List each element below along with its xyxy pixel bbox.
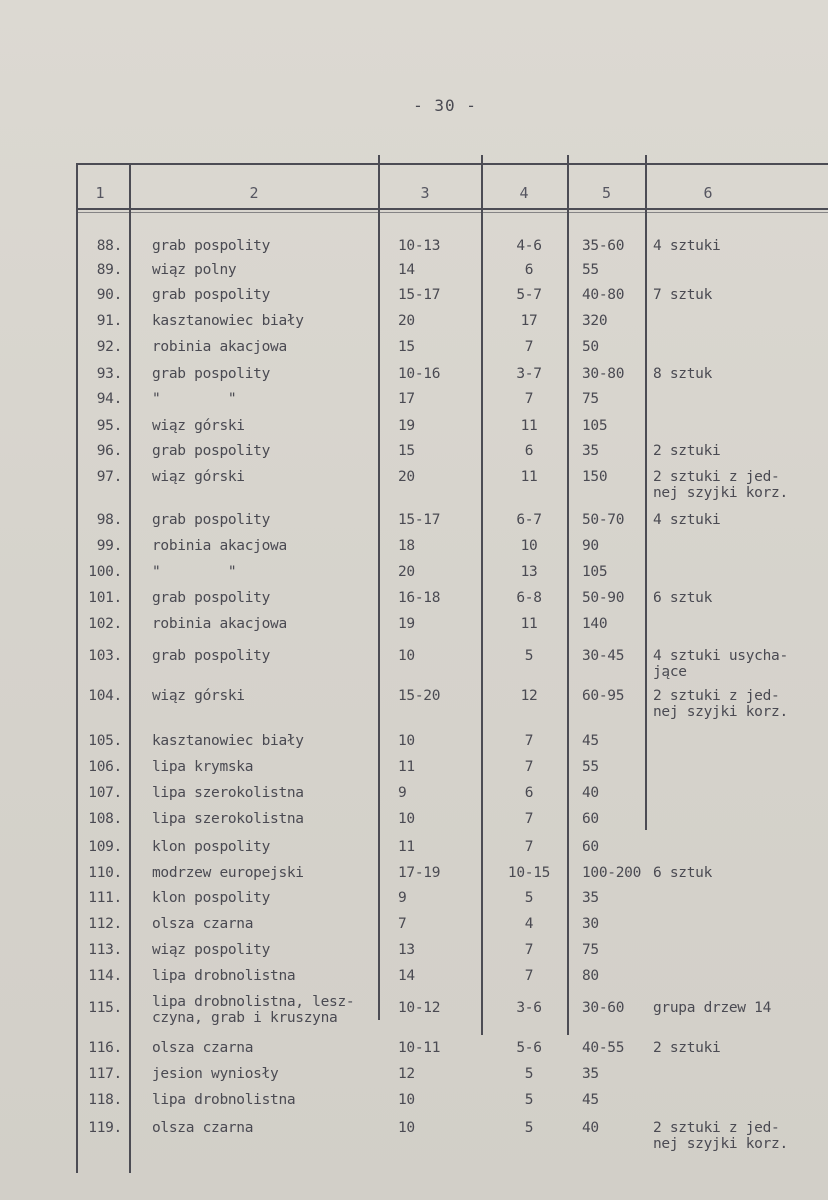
table-row [0,648,828,680]
col3-value: 10 [398,733,415,749]
col3-value: 7 [398,916,407,932]
tree-species: grab pospolity [152,238,271,254]
table-row [0,890,828,914]
table-row [0,262,828,286]
row-number: 93. [96,366,122,382]
row-number: 107. [88,785,122,801]
tree-species: modrzew europejski [152,865,304,881]
col4-value: 5 [524,890,534,906]
col3-value: 17-19 [398,865,441,881]
table-row [0,469,828,501]
col5-value: 140 [582,616,608,632]
tree-species: olsza czarna [152,1120,254,1136]
tree-species: lipa drobnolistna [152,1092,296,1108]
col3-value: 10-11 [398,1040,441,1056]
tree-species: grab pospolity [152,366,271,382]
table-row [0,916,828,940]
tree-species: " " [152,391,237,407]
tree-species: robinia akacjowa [152,616,287,632]
col4-value: 5-7 [516,287,542,303]
tree-species: grab pospolity [152,648,271,664]
row-number: 88. [96,238,122,254]
col3-value: 14 [398,968,415,984]
table-row [0,759,828,783]
col3-value: 11 [398,839,415,855]
col5-value: 80 [582,968,599,984]
table-row [0,391,828,415]
table-row [0,590,828,614]
row-number: 104. [88,688,122,704]
col3-value: 10 [398,811,415,827]
tree-species: lipa krymska [152,759,254,775]
tree-species: jesion wyniosły [152,1066,279,1082]
col4-value: 10-15 [507,865,551,881]
remarks: 4 sztuki usycha- jące [653,648,788,680]
row-number: 102. [88,616,122,632]
col3-value: 11 [398,759,415,775]
tree-species: kasztanowiec biały [152,313,304,329]
col4-value: 4-6 [516,238,542,254]
col3-value: 15-17 [398,512,441,528]
col5-value: 55 [582,759,599,775]
col3-value: 20 [398,469,415,485]
col4-value: 12 [520,688,538,704]
col4-value: 6 [524,262,534,278]
tree-species: kasztanowiec biały [152,733,304,749]
col5-value: 75 [582,391,599,407]
col3-value: 13 [398,942,415,958]
remarks: 7 sztuk [653,287,713,303]
row-number: 115. [88,1000,122,1016]
remarks: 4 sztuki [653,512,721,528]
row-number: 100. [88,564,122,580]
col3-value: 19 [398,616,415,632]
table-row [0,1040,828,1064]
remarks: 2 sztuki z jed- nej szyjki korz. [653,1120,788,1152]
col5-value: 90 [582,538,599,554]
col5-value: 45 [582,733,599,749]
col4-value: 7 [524,942,534,958]
col5-value: 100-200 [582,865,642,881]
tree-species: " " [152,564,237,580]
header-col-5: 5 [601,184,612,202]
col4-value: 7 [524,839,534,855]
col4-value: 6 [524,443,534,459]
row-number: 117. [88,1066,122,1082]
row-number: 95. [96,418,122,434]
table-row [0,994,828,1026]
header-col-6: 6 [703,184,713,202]
header-col-1: 1 [95,184,105,202]
col3-value: 10-13 [398,238,441,254]
col3-value: 9 [398,785,407,801]
table-row [0,1092,828,1116]
col3-value: 12 [398,1066,415,1082]
tree-species: klon pospolity [152,839,271,855]
tree-species: lipa drobnolistna, lesz- czyna, grab i kruszyna [152,994,355,1026]
tree-species: grab pospolity [152,443,271,459]
row-number: 119. [88,1120,122,1136]
col4-value: 3-7 [516,366,542,382]
tree-species: robinia akacjowa [152,538,287,554]
col4-value: 7 [524,811,534,827]
col3-value: 15-20 [398,688,441,704]
table-row [0,1066,828,1090]
col4-value: 7 [524,733,534,749]
col5-value: 40-80 [582,287,625,303]
col4-value: 5 [524,648,534,664]
col4-value: 4 [524,916,534,932]
col3-value: 20 [398,313,415,329]
col5-value: 40 [582,785,599,801]
col5-value: 40 [582,1120,599,1136]
col5-value: 320 [582,313,608,329]
row-number: 118. [88,1092,122,1108]
col4-value: 6-7 [516,512,542,528]
table-row [0,238,828,262]
col3-value: 15 [398,443,415,459]
col4-value: 6-8 [516,590,542,606]
table-row [0,418,828,442]
col3-value: 19 [398,418,415,434]
row-number: 90. [96,287,122,303]
row-number: 108. [88,811,122,827]
row-number: 91. [96,313,122,329]
header-col-2: 2 [249,184,259,202]
table-row [0,538,828,562]
tree-species: grab pospolity [152,512,271,528]
remarks: 4 sztuki [653,238,721,254]
col3-value: 15-17 [398,287,441,303]
remarks: 2 sztuki [653,1040,721,1056]
col4-value: 5-6 [516,1040,542,1056]
tree-species: wiąz górski [152,418,245,434]
col4-value: 11 [520,418,538,434]
row-number: 109. [88,839,122,855]
col3-value: 9 [398,890,407,906]
table-row [0,443,828,467]
col4-value: 7 [524,339,534,355]
header-col-4: 4 [519,184,529,202]
col5-value: 35 [582,1066,599,1082]
col4-value: 10 [520,538,538,554]
table-row [0,564,828,588]
row-number: 101. [88,590,122,606]
col4-value: 13 [520,564,538,580]
row-number: 113. [88,942,122,958]
table-row [0,1120,828,1152]
table-row [0,366,828,390]
col5-value: 60 [582,839,599,855]
tree-species: olsza czarna [152,916,254,932]
table-row [0,313,828,337]
remarks: 2 sztuki [653,443,721,459]
col5-value: 55 [582,262,599,278]
col5-value: 105 [582,564,608,580]
remarks: 2 sztuki z jed- nej szyjki korz. [653,469,788,501]
col5-value: 45 [582,1092,599,1108]
col4-value: 17 [520,313,538,329]
row-number: 96. [96,443,122,459]
tree-species: wiąz górski [152,469,245,485]
table-row [0,287,828,311]
row-number: 89. [96,262,122,278]
col5-value: 30-45 [582,648,625,664]
col3-value: 10-12 [398,1000,441,1016]
row-number: 112. [88,916,122,932]
col4-value: 7 [524,759,534,775]
table-row [0,616,828,640]
row-number: 99. [96,538,122,554]
row-number: 103. [88,648,122,664]
col5-value: 60-95 [582,688,625,704]
col5-value: 40-55 [582,1040,625,1056]
col5-value: 35 [582,890,599,906]
row-number: 94. [96,391,122,407]
col3-value: 20 [398,564,415,580]
col5-value: 75 [582,942,599,958]
remarks: grupa drzew 14 [653,1000,772,1016]
tree-species: wiąz górski [152,688,245,704]
col5-value: 50-70 [582,512,625,528]
table-row [0,733,828,757]
col4-value: 7 [524,391,534,407]
col5-value: 30 [582,916,599,932]
col4-value: 7 [524,968,534,984]
row-number: 116. [88,1040,122,1056]
col3-value: 10 [398,1092,415,1108]
remarks: 6 sztuk [653,590,713,606]
row-number: 114. [88,968,122,984]
col4-value: 11 [520,616,538,632]
col5-value: 60 [582,811,599,827]
remarks: 6 sztuk [653,865,713,881]
tree-species: robinia akacjowa [152,339,287,355]
table-row [0,339,828,363]
tree-species: wiąz pospolity [152,942,271,958]
col3-value: 15 [398,339,415,355]
col3-value: 10 [398,1120,415,1136]
table-row [0,688,828,720]
col5-value: 30-60 [582,1000,625,1016]
remarks: 8 sztuk [653,366,713,382]
table-row [0,968,828,992]
table-row [0,811,828,835]
table-row [0,512,828,536]
col3-value: 17 [398,391,415,407]
tree-species: grab pospolity [152,590,271,606]
col4-value: 3-6 [516,1000,542,1016]
header-bottom-rule [76,208,828,210]
page-number: - 30 - [413,96,477,115]
table-row [0,865,828,889]
row-number: 110. [88,865,122,881]
row-number: 92. [96,339,122,355]
row-number: 97. [96,469,122,485]
col4-value: 6 [524,785,534,801]
col3-value: 10-16 [398,366,441,382]
row-number: 105. [88,733,122,749]
table-row [0,839,828,863]
tree-species: klon pospolity [152,890,271,906]
tree-species: wiąz polny [152,262,237,278]
col3-value: 14 [398,262,415,278]
tree-species: lipa szerokolistna [152,811,304,827]
col5-value: 150 [582,469,608,485]
header-col-3: 3 [420,184,430,202]
col5-value: 30-80 [582,366,625,382]
col5-value: 50-90 [582,590,625,606]
header-second-rule [76,212,828,213]
col3-value: 16-18 [398,590,441,606]
tree-species: olsza czarna [152,1040,254,1056]
tree-species: lipa drobnolistna [152,968,296,984]
col4-value: 5 [524,1120,534,1136]
col5-value: 105 [582,418,608,434]
col4-value: 5 [524,1066,534,1082]
table-top-rule [76,163,828,165]
row-number: 106. [88,759,122,775]
col4-value: 5 [524,1092,534,1108]
remarks: 2 sztuki z jed- nej szyjki korz. [653,688,788,720]
row-number: 111. [88,890,122,906]
table-row [0,785,828,809]
col5-value: 50 [582,339,599,355]
col3-value: 18 [398,538,415,554]
row-number: 98. [96,512,122,528]
tree-species: grab pospolity [152,287,271,303]
col5-value: 35-60 [582,238,625,254]
col3-value: 10 [398,648,415,664]
col4-value: 11 [520,469,538,485]
table-row [0,942,828,966]
col5-value: 35 [582,443,599,459]
tree-species: lipa szerokolistna [152,785,304,801]
